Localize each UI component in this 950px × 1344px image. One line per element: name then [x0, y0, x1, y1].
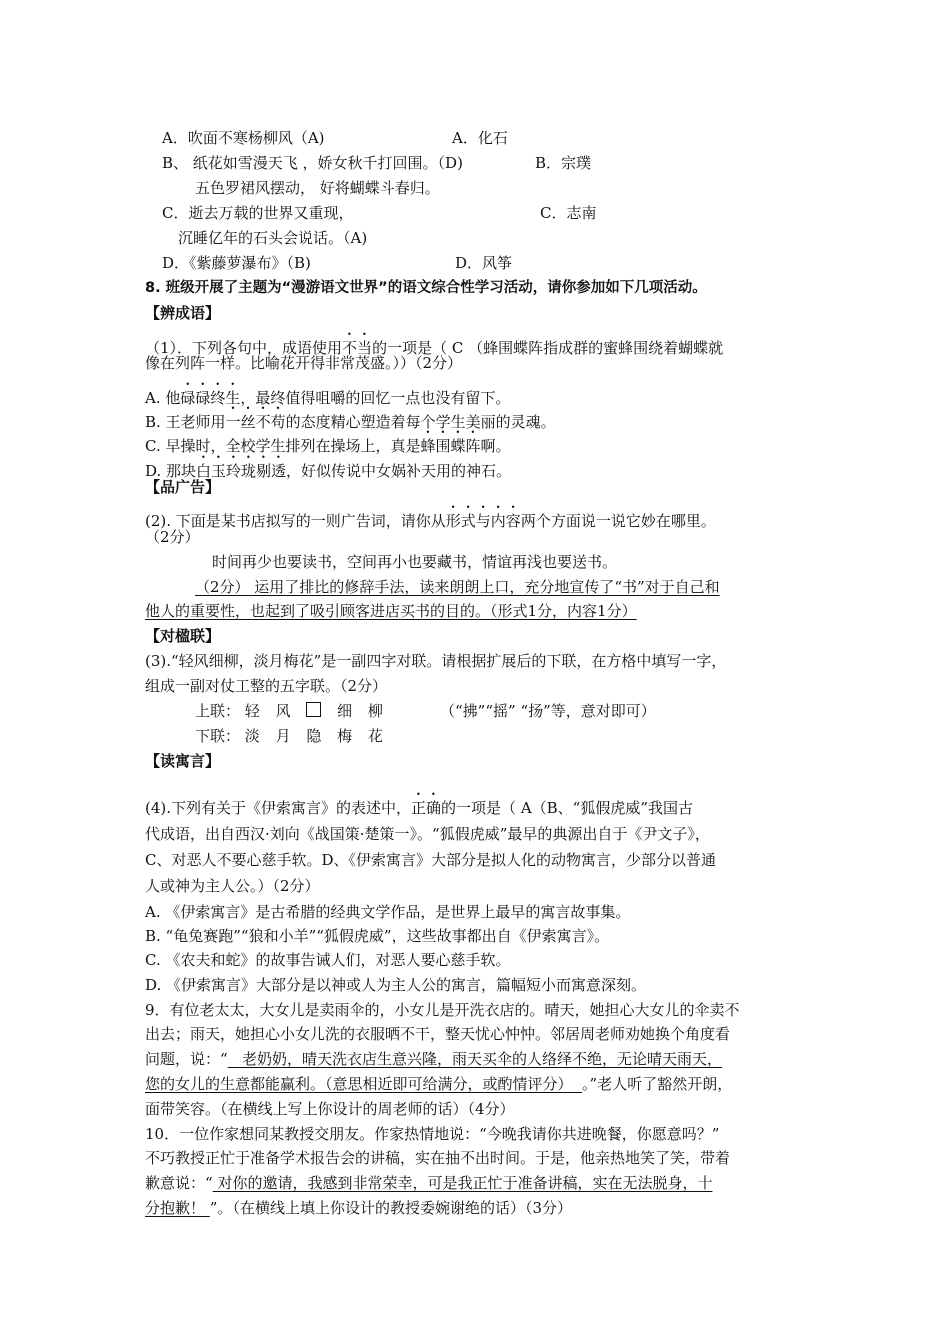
q8-part4-option-a: A. 《伊索寓言》是古希腊的经典文学作品，是世界上最早的寓言故事集。	[145, 903, 631, 921]
q8-part4-option-c: C. 《农夫和蛇》的故事告诫人们，对恶人要心慈手软。	[145, 951, 511, 969]
q9-answer-part2: 您的女儿的生意都能赢利。（意思相近即可给满分，或酌情评分）	[145, 1075, 583, 1093]
q10-line1: 10．一位作家想同某教授交朋友。作家热情地说：“今晚我请你共进晚餐，你愿意吗？”	[145, 1125, 720, 1143]
q7-option-b-continuation: 五色罗裙风摆动， 好将蝴蝶斗春归。	[195, 179, 440, 197]
upper-couplet: 上联： 轻 风 细 柳	[195, 702, 383, 720]
q7-option-a-right: A．化石	[452, 129, 508, 147]
q8-part4-line3: C、对恶人不要心慈手软。D、《伊索寓言》大部分是拟人化的动物寓言，少部分以普通	[145, 851, 717, 869]
q8-part1-line1: （1）．下列各句中，成语使用不当的一项是（ C （蜂围蝶阵指成群的蜜蜂围绕着蝴蝶就	[145, 339, 724, 357]
q9-line5: 面带笑容。（在横线上写上你设计的周老师的话）（4分）	[145, 1100, 515, 1118]
q10-answer-part1: 对你的邀请，我感到非常荣幸，可是我正忙于准备讲稿，实在无法脱身，十	[212, 1174, 713, 1192]
q9-line1: 9．有位老太太，大女儿是卖雨伞的，小女儿是开洗衣店的。晴天，她担心大女儿的伞卖不	[145, 1001, 740, 1019]
q7-option-d-right: D．风筝	[455, 254, 513, 272]
q10-line3: 歉意说：“ 对你的邀请，我感到非常荣幸，可是我正忙于准备讲稿，实在无法脱身，十	[145, 1174, 713, 1192]
q8-part4-option-b: B. “龟兔赛跑”“狼和小羊”“狐假虎威”，这些故事都出自《伊索寓言》。	[145, 927, 610, 945]
q8-option-d: D. 那块白玉玲珑剔透，好似传说中女娲补天用的神石。	[145, 462, 512, 480]
q8-part4-option-d: D. 《伊索寓言》大部分是以神或人为主人公的寓言，篇幅短小而寓意深刻。	[145, 976, 647, 994]
section-idioms: 【辨成语】	[145, 304, 221, 322]
q7-option-a-left: A．吹面不寒杨柳风（A)	[162, 129, 325, 147]
section-couplet: 【对楹联】	[145, 627, 221, 645]
q8-part1-line2: 像在列阵一样。比喻花开得非常茂盛。））（2分）	[145, 354, 463, 372]
section-fable: 【读寓言】	[145, 752, 221, 770]
q8-part3-line1: (3).“轻风细柳，淡月梅花”是一副四字对联。请根据扩展后的下联，在方格中填写一字，	[145, 652, 727, 670]
section-advert: 【品广告】	[145, 478, 221, 496]
q10-answer-part2: 分抱歉！	[145, 1199, 210, 1217]
q8-part3-line2: 组成一副对仗工整的五字联。（2分）	[145, 677, 388, 695]
q7-option-c-left: C．逝去万载的世界又重现，	[162, 204, 354, 222]
upper-couplet-answer-note: （“拂”“摇” “扬”等，意对即可）	[440, 702, 656, 720]
q7-option-d-left: D．《紫藤萝瀑布》（B)	[162, 254, 311, 272]
q9-line2: 出去；雨天，她担心小女儿洗的衣服晒不干，整天忧心忡忡。邻居周老师劝她换个角度看	[145, 1025, 731, 1043]
q8-part4-line4: 人或神为主人公。）（2分）	[145, 877, 320, 895]
q9-answer-part1: 老奶奶，晴天洗衣店生意兴隆，雨天买伞的人络绎不绝，无论晴天雨天，	[227, 1050, 722, 1068]
q9-line3: 问题，说：“ 老奶奶，晴天洗衣店生意兴隆，雨天买伞的人络绎不绝，无论晴天雨天，	[145, 1050, 722, 1068]
q8-part2-score: （2分）	[145, 528, 200, 546]
q9-line4: 您的女儿的生意都能赢利。（意思相近即可给满分，或酌情评分） 。”老人听了豁然开朗，	[145, 1075, 733, 1093]
q7-option-c-continuation: 沉睡亿年的石头会说话。（A)	[178, 229, 368, 247]
q8-part4-line2: 代成语，出自西汉·刘向《战国策·楚策一》。“狐假虎威”最早的典源出自于《尹文子》，	[145, 825, 710, 843]
q8-part2-line1: (2). 下面是某书店拟写的一则广告词，请你从形式与内容两个方面说一说它妙在哪里。	[145, 512, 716, 530]
q8-option-a: A. 他碌碌终生，最终值得咀嚼的回忆一点也没有留下。	[145, 389, 511, 407]
q10-line4: 分抱歉！ ”。（在横线上填上你设计的教授委婉谢绝的话）（3分）	[145, 1199, 572, 1217]
q8-heading: 8. 班级开展了主题为“漫游语文世界”的语文综合性学习活动，请你参加如下几项活动。	[145, 280, 707, 296]
q8-option-b: B. 王老师用一丝不苟的态度精心塑造着每个学生美丽的灵魂。	[145, 413, 556, 431]
q8-part4-line1: (4).下列有关于《伊索寓言》的表述中，正确的一项是（ A（B、“狐假虎威”我国古	[145, 799, 694, 817]
q7-option-b-left: B、 纸花如雪漫天飞 ，娇女秋千打回围。（D)	[162, 154, 463, 172]
q8-option-c: C. 早操时，全校学生排列在操场上，真是蜂围蝶阵啊。	[145, 437, 511, 455]
q7-option-c-right: C．志南	[540, 204, 597, 222]
q7-option-b-right: B．宗璞	[535, 154, 592, 172]
advert-text: 时间再少也要读书，空间再小也要藏书，情谊再浅也要送书。	[212, 553, 618, 571]
blank-square-cell[interactable]	[306, 701, 332, 721]
lower-couplet: 下联： 淡 月 隐 梅 花	[195, 727, 383, 745]
q8-part2-answer-line2: 他人的重要性，也起到了吸引顾客进店买书的目的。（形式1分，内容1分）	[145, 602, 637, 620]
q10-line2: 不巧教授正忙于准备学术报告会的讲稿，实在抽不出时间。于是，他亲热地笑了笑，带着	[145, 1149, 731, 1167]
q8-part2-answer-line1: （2分） 运用了排比的修辞手法，读来朗朗上口，充分地宣传了“书”对于自己和	[195, 578, 720, 596]
